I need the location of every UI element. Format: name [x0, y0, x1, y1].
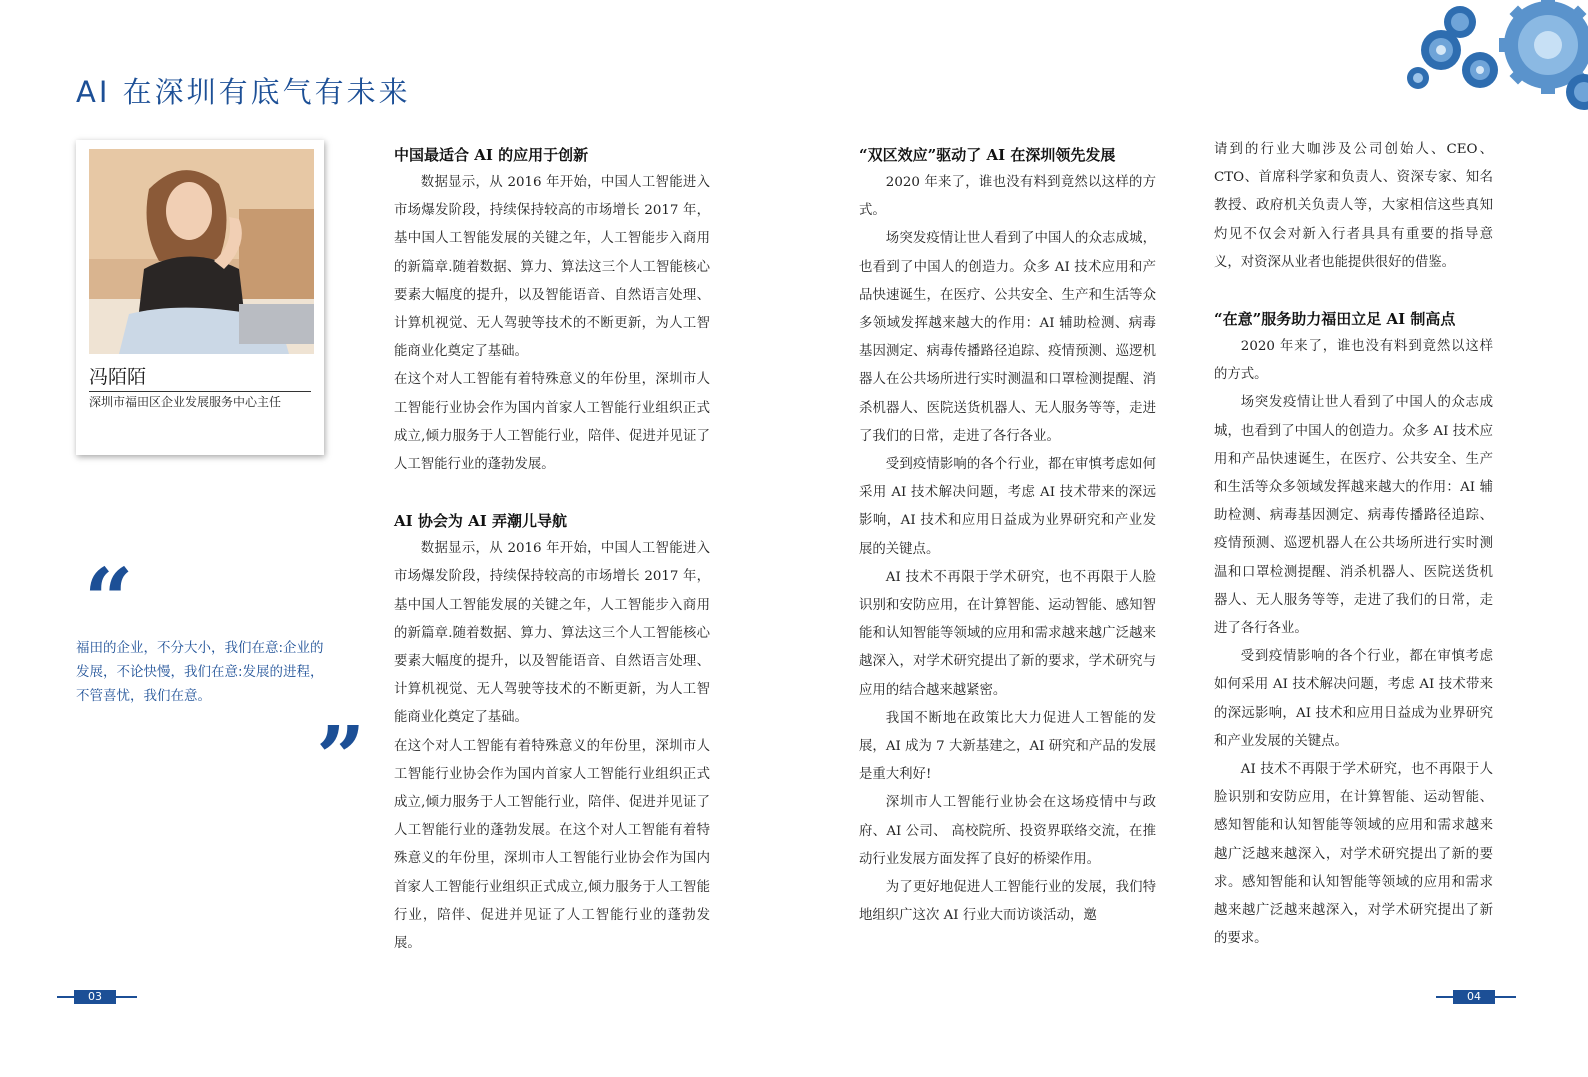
paragraph: AI 技术不再限于学术研究，也不再限于人脸识别和安防应用，在计算智能、运动智能、感知智能和认知智能等领域的应用和需求越来越广泛越来越深入，对学术研究提出了新的要求，学术研究与应用的结合越来越紧密。 — [859, 569, 1156, 698]
page-title: AI 在深圳有底气有未来 — [76, 75, 411, 109]
article-column-3 — [1214, 136, 1493, 953]
paragraph: 场突发疫情让世人看到了中国人的众志成城，也看到了中国人的创造力。众多 AI 技术应用和产品快速诞生，在医疗、公共安全、生产和生活等众多领域发挥越来越大的作用：AI 辅助检测、病毒基因测定、病毒传播路径追踪、疫情预测、巡逻机器人在公共场所进行实时测温和口罩检测提醒、消杀机器人、医院送货机器人、无人服务等等，走进了我们的日常，走进了各行各业。 — [1214, 395, 1493, 637]
quote-line: 发展，不论快慢，我们在意:发展的进程， — [76, 664, 324, 680]
paragraph: 为了更好地促进人工智能行业的发展，我们特地组织广这次 AI 行业大而访谈活动，邀 — [859, 880, 1156, 924]
paragraph: 在这个对人工智能有着特殊意义的年份里，深圳市人工智能行业协会作为国内首家人工智能行业组织正式成立,倾力服务于人工智能行业，陪伴、促进并见证了人工智能行业的蓬勃发展。 — [394, 372, 710, 473]
paragraph: 数据显示，从 2016 年开始，中国人工智能进入市场爆发阶段，持续保持较高的市场增长 2017 年，基中国人工智能发展的关键之年，人工智能步入商用的新篇章.随着数据、算力、算法这三个人工智能核心要素大幅度的提升，以及智能语音、自然语言处理、计算机视觉、无人驾驶等技术的不断更新，为人工智能商业化奠定了基础。 — [394, 541, 710, 726]
profile-name: 冯陌陌 — [89, 362, 311, 392]
article-column-1 — [394, 141, 710, 958]
section-heading: 中国最适合 AI 的应用于创新 — [394, 146, 589, 164]
quote-line: 不管喜忧，我们在意。 — [76, 688, 211, 704]
paragraph: 在这个对人工智能有着特殊意义的年份里，深圳市人工智能行业协会作为国内首家人工智能行业组织正式成立,倾力服务于人工智能行业，陪伴、促进并见证了人工智能行业的蓬勃发展。在这个对人工智能有着特殊意义的年份里，深圳市人工智能行业协会作为国内首家人工智能行业组织正式成立,倾力服务于人工智能行业，陪伴、促进并见证了人工智能行业的蓬勃发展。 — [394, 738, 710, 952]
page-number-label: 03 — [74, 990, 116, 1004]
section-heading: “在意”服务助力福田立足 AI 制高点 — [1214, 310, 1456, 329]
paragraph: 2020 年来了，谁也没有料到竟然以这样的方式。 — [859, 175, 1156, 219]
close-quote-icon: ” — [316, 708, 366, 809]
paragraph: 场突发疫情让世人看到了中国人的众志成城，也看到了中国人的创造力。众多 AI 技术应用和产品快速诞生，在医疗、公共安全、生产和生活等众多领域发挥越来越大的作用：AI 辅助检测、病毒基因测定、病毒传播路径追踪、疫情预测、巡逻机器人在公共场所进行实时测温和口罩检测提醒、消杀机器人、医院送货机器人、无人服务等等，走进了我们的日常，走进了各行各业。 — [859, 231, 1156, 444]
paragraph: 2020 年来了，谁也没有料到竟然以这样的方式。 — [1214, 339, 1493, 383]
gears-decoration — [1388, 0, 1588, 125]
paragraph: 深圳市人工智能行业协会在这场疫情中与政府、AI 公司、 高校院所、投资界联络交流，在推动行业发展方面发挥了良好的桥梁作用。 — [859, 795, 1156, 867]
open-quote-icon: “ — [84, 550, 134, 651]
paragraph: 数据显示，从 2016 年开始，中国人工智能进入市场爆发阶段，持续保持较高的市场增长 2017 年，基中国人工智能发展的关键之年，人工智能步入商用的新篇章.随着数据、算力、算法这三个人工智能核心要素大幅度的提升，以及智能语音、自然语言处理、计算机视觉、无人驾驶等技术的不断更新，为人工智能商业化奠定了基础。 — [394, 175, 710, 360]
paragraph: AI 技术不再限于学术研究，也不再限于人脸识别和安防应用，在计算智能、运动智能、 感知智能和认知智能等领域的应用和需求越来越广泛越来越深入，对学术研究提出了新的要求。感知智能和认知智能等领域的应用和需求越来越广泛越来越深入，对学术研究提出了新的要求。 — [1214, 762, 1493, 947]
page-number-label: 04 — [1453, 990, 1495, 1004]
profile-position: 深圳市福田区企业发展服务中心主任 — [89, 395, 282, 409]
paragraph: 受到疫情影响的各个行业，都在审慎考虑如何采用 AI 技术解决问题，考虑 AI 技术带来的深远影响，AI 技术和应用日益成为业界研究和产业发展的关键点。 — [859, 457, 1156, 557]
section-heading: AI 协会为 AI 弄潮儿导航 — [394, 512, 567, 531]
paragraph: 我国不断地在政策比大力促进人工智能的发展，AI 成为 7 大新基建之，AI 研究和产品的发展是重大利好! — [859, 710, 1156, 783]
page-number-left — [57, 990, 137, 1004]
pull-quote — [76, 636, 358, 708]
profile-card — [76, 140, 324, 455]
article-column-2 — [859, 141, 1156, 930]
paragraph: 请到的行业大咖涉及公司创始人、CEO、CTO、首席科学家和负责人、资深专家、知名教授、政府机关负责人等，大家相信这些真知灼见不仅会对新入行者具具有重要的指导意义，对资深从业者也能提供很好的借鉴。 — [1214, 142, 1493, 270]
profile-photo — [89, 149, 314, 354]
section-heading: “双区效应”驱动了 AI 在深圳领先发展 — [859, 146, 1116, 164]
page-number-right — [1436, 990, 1516, 1004]
quote-line: 福田的企业，不分大小，我们在意:企业的 — [76, 640, 324, 656]
paragraph: 受到疫情影响的各个行业，都在审慎考虑如何采用 AI 技术解决问题，考虑 AI 技术带来的深远影响，AI 技术和应用日益成为业界研究和产业发展的关键点。 — [1214, 649, 1493, 749]
